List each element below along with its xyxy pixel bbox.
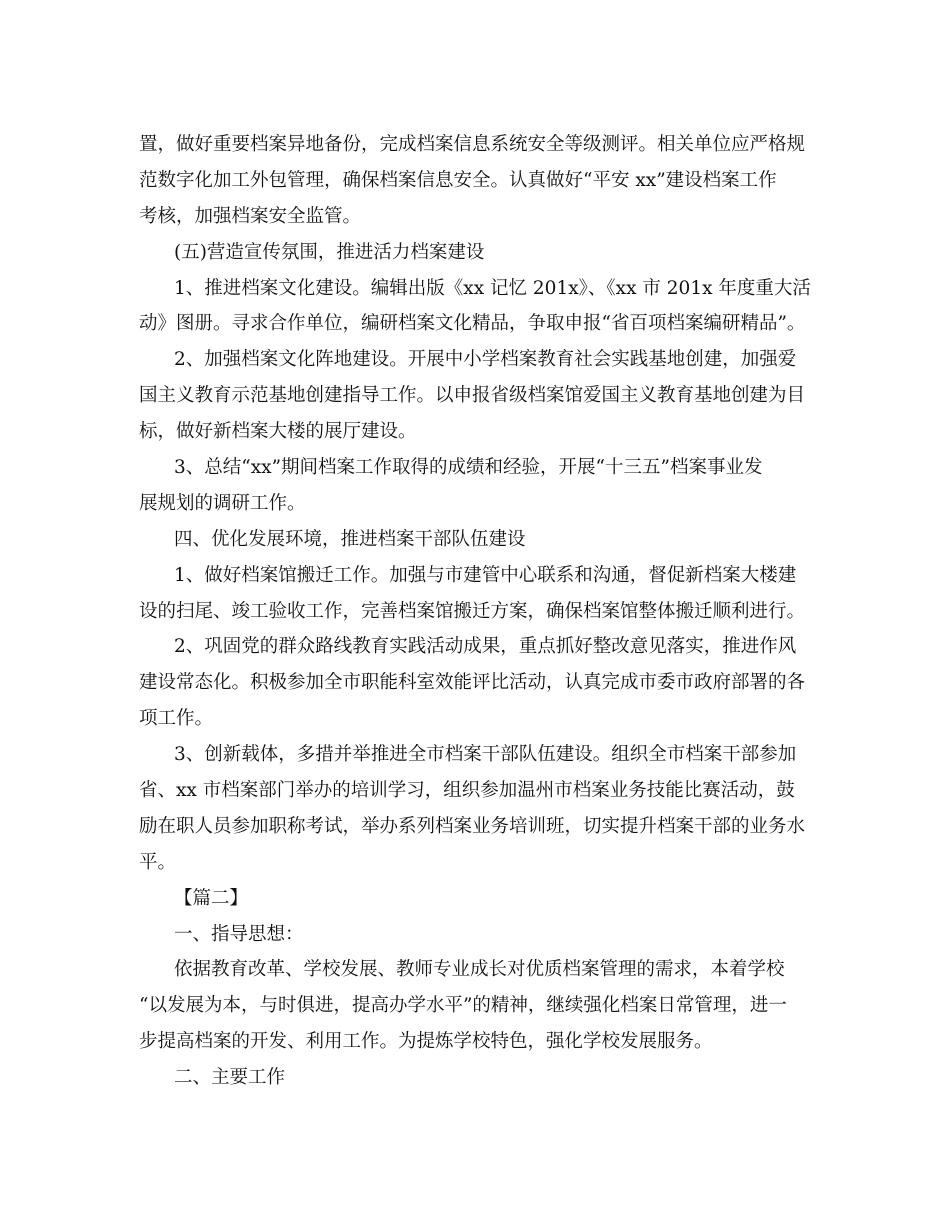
paragraph-line-indented: 二、主要工作 xyxy=(174,1067,286,1089)
paragraph-line: 励在职人员参加职称考试，举办系列档案业务培训班，切实提升档案干部的业务水 xyxy=(139,815,806,837)
paragraph-line-indented: 3、总结“xx”期间档案工作取得的成绩和经验，开展“十三五”档案事业发 xyxy=(174,457,763,479)
paragraph-line: 置，做好重要档案异地备份，完成档案信息系统安全等级测评。相关单位应严格规 xyxy=(139,134,806,155)
paragraph-line: 省、xx 市档案部门举办的培训学习，组织参加温州市档案业务技能比赛活动，鼓 xyxy=(139,780,795,802)
paragraph-line: 考核，加强档案安全监管。 xyxy=(139,205,362,227)
paragraph-line-indented: 1、推进档案文化建设。编辑出版《xx 记忆 201x》、《xx 市 201x 年度重大活 xyxy=(174,277,811,299)
paragraph-line: 建设常态化。积极参加全市职能科室效能评比活动，认真完成市委市政府部署的各 xyxy=(139,672,806,694)
paragraph-line: “以发展为本，与时俱进，提高办学水平”的精神，继续强化档案日常管理，进一 xyxy=(139,995,787,1017)
paragraph-line-indented: 2、巩固党的群众路线教育实践活动成果，重点抓好整改意见落实，推进作风 xyxy=(174,636,797,658)
paragraph-line: 展规划的调研工作。 xyxy=(139,492,306,514)
paragraph-line-indented: 四、优化发展环境，推进档案干部队伍建设 xyxy=(174,528,526,550)
paragraph-line-indented: (五)营造宣传氛围，推进活力档案建设 xyxy=(174,241,485,263)
paragraph-line-indented: 一、指导思想： xyxy=(174,923,304,945)
paragraph-line-indented: 2、加强档案文化阵地建设。开展中小学档案教育社会实践基地创建，加强爱 xyxy=(174,349,797,371)
paragraph-line: 范数字化加工外包管理，确保档案信息安全。认真做好“平安 xx”建设档案工作 xyxy=(139,169,777,191)
document-body xyxy=(139,127,814,1096)
paragraph-line-indented: 依据教育改革、学校发展、教师专业成长对优质档案管理的需求，本着学校 xyxy=(174,959,785,981)
paragraph-line-indented: 3、创新载体，多措并举推进全市档案干部队伍建设。组织全市档案干部参加 xyxy=(174,744,797,766)
paragraph-line: 标，做好新档案大楼的展厅建设。 xyxy=(139,421,417,443)
paragraph-line: 平。 xyxy=(139,851,177,873)
paragraph-line: 项工作。 xyxy=(139,708,214,730)
paragraph-line-indented: 【篇二】 xyxy=(174,887,249,909)
paragraph-line: 动》图册。寻求合作单位，编研档案文化精品，争取申报“省百项档案编研精品”。 xyxy=(139,313,806,335)
paragraph-line: 国主义教育示范基地创建指导工作。以申报省级档案馆爱国主义教育基地创建为目 xyxy=(139,385,806,407)
paragraph-line-indented: 1、做好档案馆搬迁工作。加强与市建管中心联系和沟通，督促新档案大楼建 xyxy=(174,564,797,586)
paragraph-line: 设的扫尾、竣工验收工作，完善档案馆搬迁方案，确保档案馆整体搬迁顺利进行。 xyxy=(139,600,806,622)
paragraph-line: 步提高档案的开发、利用工作。为提炼学校特色，强化学校发展服务。 xyxy=(139,1031,713,1053)
